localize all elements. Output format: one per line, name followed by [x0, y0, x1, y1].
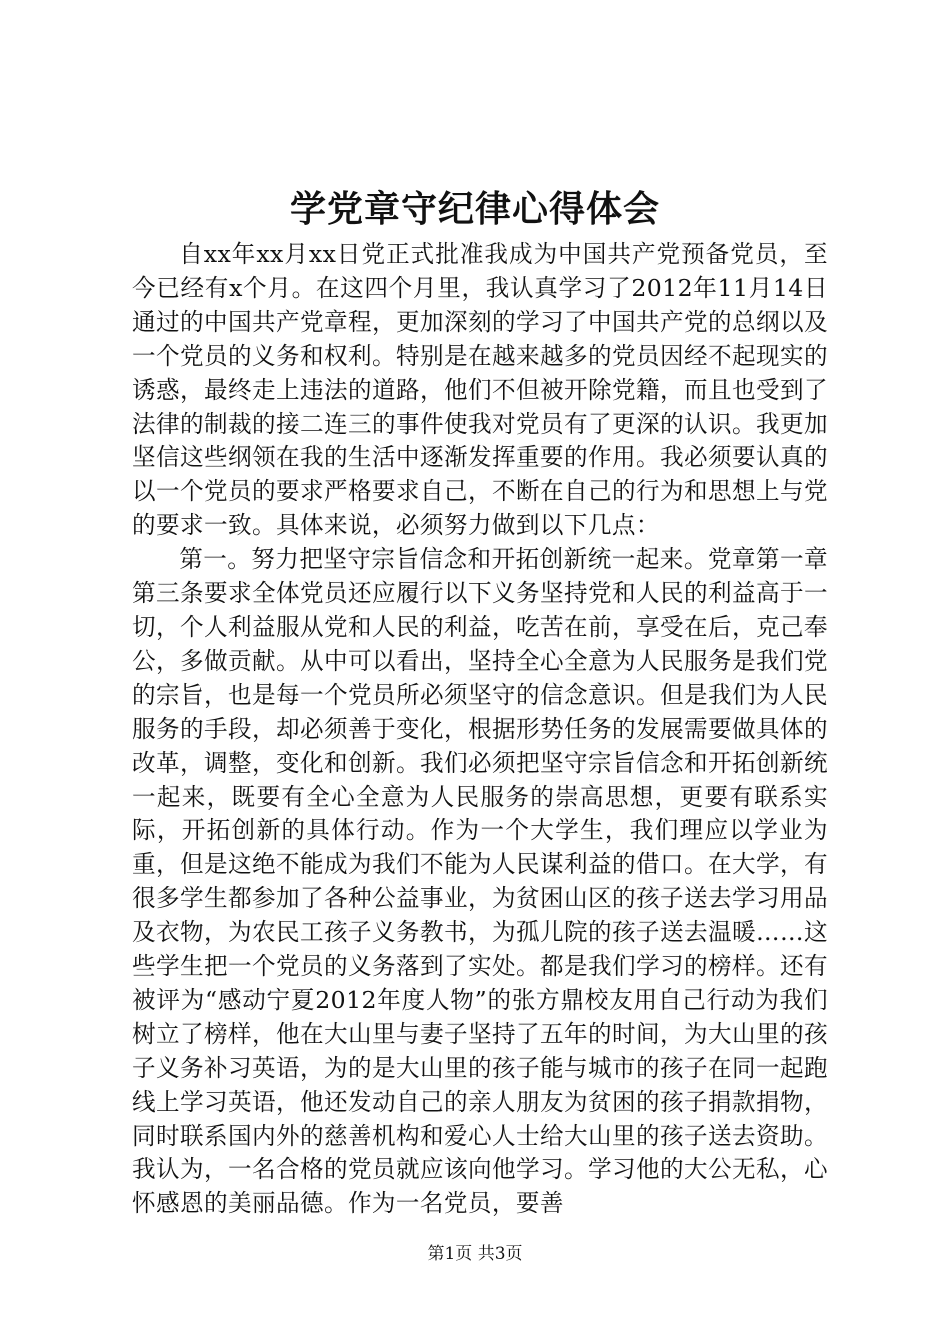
- document-body: [132, 238, 828, 1221]
- paragraph-intro: 自xx年xx月xx日党正式批准我成为中国共产党预备党员，至今已经有x个月。在这四个月里，我认真学习了2012年11月14日通过的中国共产党章程，更加深刻的学习了中国共产党的总纲以及一个党员的义务和权利。特别是在越来越多的党员因经不起现实的诱惑，最终走上违法的道路，他们不但被开除党籍，而且也受到了法律的制裁的接二连三的事件使我对党员有了更深的认识。我更加坚信这些纲领在我的生活中逐渐发挥重要的作用。我必须要认真的以一个党员的要求严格要求自己，不断在自己的行为和思想上与党的要求一致。具体来说，必须努力做到以下几点：: [132, 240, 828, 540]
- paragraph-first-point: 第一。努力把坚守宗旨信念和开拓创新统一起来。党章第一章第三条要求全体党员还应履行以下义务坚持党和人民的利益高于一切，个人利益服从党和人民的利益，吃苦在前，享受在后，克己奉公，多做贡献。从中可以看出，坚持全心全意为人民服务是我们党的宗旨，也是每一个党员所必须坚守的信念意识。但是我们为人民服务的手段，却必须善于变化，根据形势任务的发展需要做具体的改革，调整，变化和创新。我们必须把坚守宗旨信念和开拓创新统一起来，既要有全心全意为人民服务的崇高思想，更要有联系实际，开拓创新的具体行动。作为一个大学生，我们理应以学业为重，但是这绝不能成为我们不能为人民谋利益的借口。在大学，有很多学生都参加了各种公益事业，为贫困山区的孩子送去学习用品及衣物，为农民工孩子义务教书，为孤儿院的孩子送去温暖……这些学生把一个党员的义务落到了实处。都是我们学习的榜样。还有被评为“感动宁夏2012年度人物”的张方鼎校友用自己行动为我们树立了榜样，他在大山里与妻子坚持了五年的时间，为大山里的孩子义务补习英语，为的是大山里的孩子能与城市的孩子在同一起跑线上学习英语，他还发动自己的亲人朋友为贫困的孩子捐款捐物，同时联系国内外的慈善机构和爱心人士给大山里的孩子送去资助。我认为，一名合格的党员就应该向他学习。学习他的大公无私，心怀感恩的美丽品德。作为一名党员，要善: [132, 545, 828, 1218]
- page-number-footer: 第1页 共3页: [427, 1244, 523, 1264]
- document-title: 学党章守纪律心得体会: [289, 188, 660, 230]
